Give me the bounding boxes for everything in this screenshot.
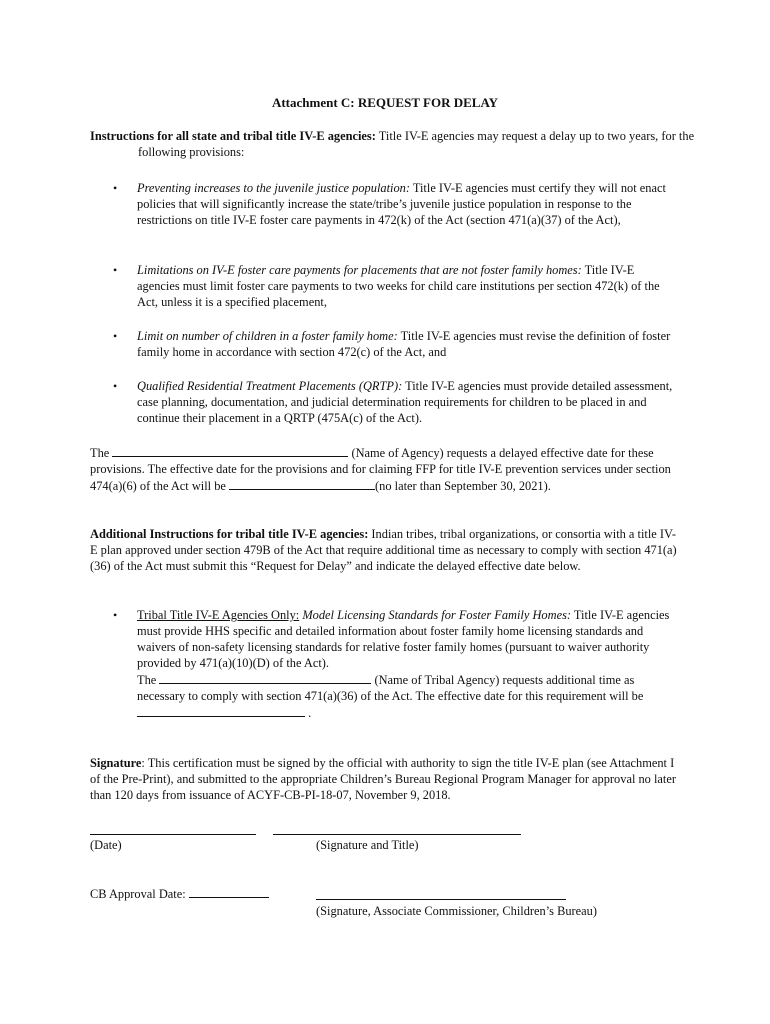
- agency-name-field[interactable]: [112, 444, 348, 457]
- provision-heading: Preventing increases to the juvenile justice population:: [137, 181, 410, 195]
- effective-date-field[interactable]: [229, 477, 375, 490]
- provision-text: Title IV-E agencies must certify they will not enact policies that will significantly increase the state/tribe’s juvenile justice population in response to the restrictions on title IV-E foster care payments in 472(k) of the Act (section 471(a)(37) of the Act),: [137, 181, 666, 227]
- agency-deadline-text: (no later than September 30, 2021).: [375, 479, 551, 493]
- associate-commissioner-label: (Signature, Associate Commissioner, Children’s Bureau): [316, 904, 598, 918]
- provision-heading: Limit on number of children in a foster family home:: [137, 329, 398, 343]
- agency-the-text: The: [90, 446, 113, 460]
- tribal-instructions-paragraph: [90, 526, 680, 574]
- bullet-icon: •: [113, 608, 118, 622]
- tribal-only-label: Tribal Title IV-E Agencies Only:: [137, 608, 300, 622]
- tribal-instructions-text: Indian tribes, tribal organizations, or consortia with a title IV-E plan approved under section 479B of the Act that require additional time as necessary to comply with section 471(a)(36) of the Act must submit this “Request for Delay” and indicate the delayed effective date below.: [90, 527, 677, 573]
- tribal-effective-date-field[interactable]: [137, 704, 305, 717]
- tribal-standard-text: Title IV-E agencies must provide HHS specific and detailed information about foster family home licensing standards and waivers of non-safety licensing standards for relative foster family homes (pursuant to waiver authority provided by 471(a)(10)(D) of the Act).: [137, 608, 670, 670]
- bullet-icon: •: [113, 263, 118, 277]
- provision-heading: Qualified Residential Treatment Placements (QRTP):: [137, 379, 403, 393]
- date-line[interactable]: [90, 834, 256, 835]
- list-item: [113, 180, 680, 228]
- tribal-the-text: The: [137, 673, 160, 687]
- signature-paragraph: [90, 755, 680, 803]
- provision-text: Title IV-E agencies must limit foster care payments to two weeks for child care institutions per section 472(k) of the Act, unless it is a specified placement,: [137, 263, 660, 309]
- agency-request-paragraph: [90, 444, 680, 494]
- list-item: [113, 378, 680, 426]
- tribal-request-text: (Name of Tribal Agency) requests additional time as necessary to comply with section 471(a)(36) of the Act. The effective date for this requirement will be: [137, 673, 644, 703]
- bullet-icon: •: [113, 181, 118, 195]
- cb-approval-date-field[interactable]: [189, 885, 269, 898]
- signature-title-line[interactable]: [273, 834, 521, 835]
- instructions-label: Instructions for all state and tribal title IV-E agencies:: [90, 129, 376, 143]
- tribal-agency-name-field[interactable]: [159, 671, 371, 684]
- cb-approval-date-label: [90, 885, 269, 902]
- signature-text: : This certification must be signed by the official with authority to sign the title IV-E plan (see Attachment I of the Pre-Print), and submitted to the appropriate Children’s Bureau Regional Program Manager for approval no later than 120 days from issuance of ACYF-CB-PI-18-07, November 9, 2018.: [90, 756, 676, 802]
- tribal-end-text: .: [305, 706, 312, 720]
- instructions-paragraph: [90, 128, 728, 160]
- provision-text: Title IV-E agencies must revise the definition of foster family home in accordance with section 472(c) of the Act, and: [137, 329, 671, 359]
- associate-commissioner-line[interactable]: [316, 899, 566, 900]
- tribal-list-item: [113, 607, 680, 721]
- instructions-text: Title IV-E agencies may request a delay up to two years, for the following provisions:: [138, 129, 695, 159]
- tribal-standard-heading: Model Licensing Standards for Foster Family Homes:: [299, 608, 572, 622]
- bullet-icon: •: [113, 329, 118, 343]
- list-item: [113, 328, 680, 360]
- signature-title-label: (Signature and Title): [316, 838, 419, 852]
- bullet-icon: •: [113, 379, 118, 393]
- cb-approval-text: CB Approval Date:: [90, 887, 189, 901]
- list-item: [113, 262, 680, 310]
- provision-heading: Limitations on IV-E foster care payments for placements that are not foster family homes:: [137, 263, 582, 277]
- agency-request-text: (Name of Agency) requests a delayed effective date for these provisions. The effective date for the provisions and for claiming FFP for title IV-E prevention services under section 474(a)(6) of the Act will be: [90, 446, 671, 493]
- page-title: Attachment C: REQUEST FOR DELAY: [271, 95, 499, 110]
- signature-label: Signature: [90, 756, 142, 770]
- provision-text: Title IV-E agencies must provide detailed assessment, case planning, documentation, and judicial determination requirements for children to be placed in and continue their placement in a QRTP (475A(c) of the Act).: [137, 379, 673, 425]
- tribal-instructions-label: Additional Instructions for tribal title IV-E agencies:: [90, 527, 369, 541]
- date-label: (Date): [90, 838, 122, 852]
